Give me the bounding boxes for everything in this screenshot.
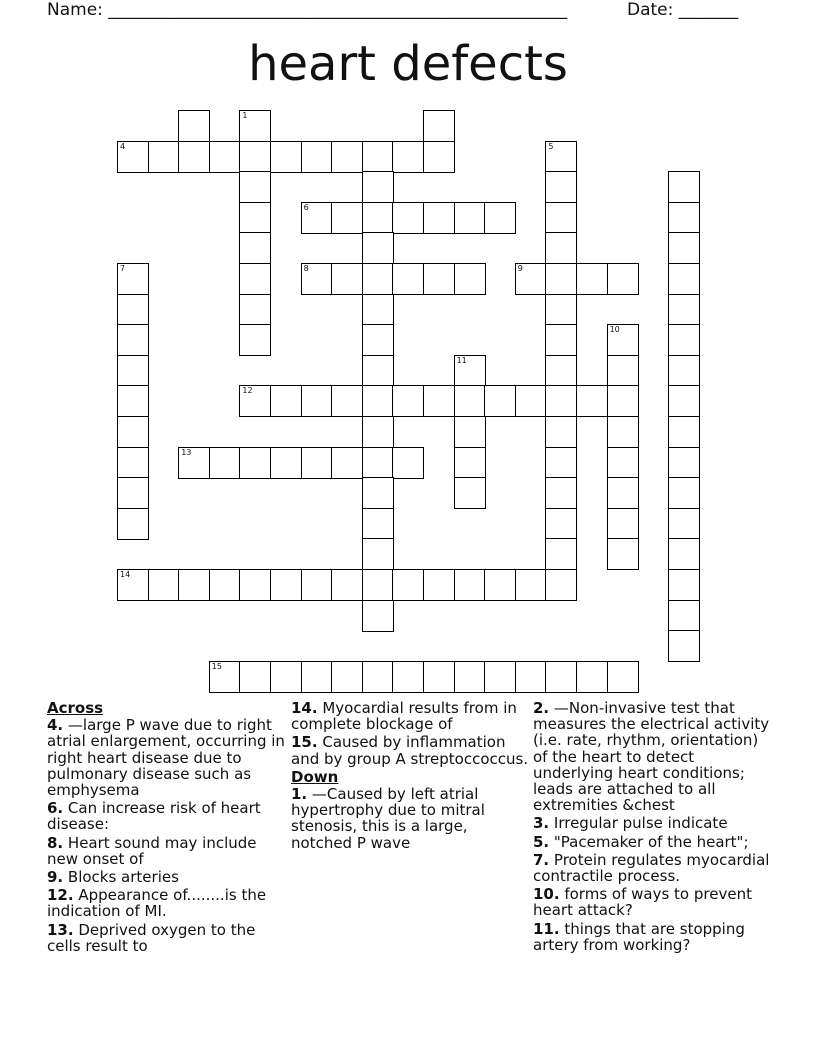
grid-cell[interactable] bbox=[331, 385, 363, 417]
grid-cell[interactable] bbox=[454, 416, 486, 448]
grid-cell[interactable] bbox=[392, 141, 424, 173]
grid-cell[interactable] bbox=[362, 385, 394, 417]
grid-cell[interactable] bbox=[301, 263, 333, 295]
grid-cell[interactable] bbox=[209, 569, 241, 601]
grid-cell[interactable] bbox=[454, 385, 486, 417]
grid-cell[interactable] bbox=[392, 385, 424, 417]
grid-cell[interactable] bbox=[117, 324, 149, 356]
grid-cell[interactable] bbox=[239, 171, 271, 203]
clues-column-3 bbox=[533, 700, 773, 955]
grid-cell[interactable] bbox=[117, 569, 149, 601]
grid-cell[interactable] bbox=[362, 477, 394, 509]
grid-cell[interactable] bbox=[362, 600, 394, 632]
down-clue-1: 1. —Caused by left atrial hypertrophy due to mitral stenosis, this is a large, notched P wave bbox=[291, 785, 485, 852]
grid-cell[interactable] bbox=[239, 110, 271, 142]
grid-cell[interactable] bbox=[239, 263, 271, 295]
grid-cell[interactable] bbox=[454, 263, 486, 295]
grid-cell[interactable] bbox=[392, 661, 424, 693]
down-clue-10: 10. forms of ways to prevent heart attack? bbox=[533, 885, 752, 920]
across-heading: Across bbox=[47, 699, 104, 717]
grid-cell[interactable] bbox=[607, 661, 639, 693]
grid-cell[interactable] bbox=[117, 416, 149, 448]
grid-cell[interactable] bbox=[362, 324, 394, 356]
clue-number: 12 bbox=[242, 386, 253, 396]
grid-cell[interactable] bbox=[668, 355, 700, 387]
grid-cell[interactable] bbox=[545, 538, 577, 570]
grid-cell[interactable] bbox=[515, 569, 547, 601]
grid-cell[interactable] bbox=[209, 141, 241, 173]
grid-cell[interactable] bbox=[362, 141, 394, 173]
grid-cell[interactable] bbox=[423, 202, 455, 234]
grid-cell[interactable] bbox=[239, 202, 271, 234]
page-title: heart defects bbox=[248, 36, 568, 92]
grid-cell[interactable] bbox=[331, 447, 363, 479]
grid-cell[interactable] bbox=[607, 324, 639, 356]
grid-cell[interactable] bbox=[301, 385, 333, 417]
grid-cell[interactable] bbox=[668, 202, 700, 234]
grid-cell[interactable] bbox=[362, 661, 394, 693]
grid-cell[interactable] bbox=[301, 569, 333, 601]
grid-cell[interactable] bbox=[423, 263, 455, 295]
grid-cell[interactable] bbox=[331, 569, 363, 601]
grid-cell[interactable] bbox=[239, 447, 271, 479]
grid-cell[interactable] bbox=[331, 263, 363, 295]
grid-cell[interactable] bbox=[270, 569, 302, 601]
grid-cell[interactable] bbox=[668, 630, 700, 662]
down-clue-11: 11. things that are stopping artery from working? bbox=[533, 919, 745, 954]
across-clue-9: 9. Blocks arteries bbox=[47, 868, 179, 887]
date-field: Date: _______ bbox=[627, 0, 739, 20]
grid-cell[interactable] bbox=[515, 263, 547, 295]
grid-cell[interactable] bbox=[423, 661, 455, 693]
grid-cell[interactable] bbox=[178, 141, 210, 173]
grid-cell[interactable] bbox=[607, 508, 639, 540]
grid-cell[interactable] bbox=[545, 661, 577, 693]
clue-number: 6 bbox=[303, 202, 309, 212]
grid-cell[interactable] bbox=[668, 569, 700, 601]
grid-cell[interactable] bbox=[362, 569, 394, 601]
grid-cell[interactable] bbox=[668, 171, 700, 203]
grid-cell[interactable] bbox=[545, 232, 577, 264]
grid-cell[interactable] bbox=[423, 385, 455, 417]
down-clue-5: 5. "Pacemaker of the heart"; bbox=[533, 832, 749, 851]
grid-cell[interactable] bbox=[148, 141, 180, 173]
grid-cell[interactable] bbox=[454, 477, 486, 509]
down-clue-2: 2. —Non-invasive test that measures the electrical activity (i.e. rate, rhythm, orientation) of the heart to detect underlying heart conditions; leads are attached to all extremities &chest bbox=[533, 699, 770, 815]
grid-cell[interactable] bbox=[545, 416, 577, 448]
name-field: Name: ______________________________________________________ bbox=[47, 0, 568, 20]
across-clue-13: 13. Deprived oxygen to the cells result to bbox=[47, 920, 256, 955]
grid-cell[interactable] bbox=[178, 110, 210, 142]
grid-cell[interactable] bbox=[362, 508, 394, 540]
grid-cell[interactable] bbox=[301, 202, 333, 234]
grid-cell[interactable] bbox=[515, 385, 547, 417]
grid-cell[interactable] bbox=[454, 569, 486, 601]
grid-cell[interactable] bbox=[239, 294, 271, 326]
grid-cell[interactable] bbox=[117, 447, 149, 479]
grid-cell[interactable] bbox=[607, 263, 639, 295]
down-heading: Down bbox=[291, 767, 339, 786]
grid-cell[interactable] bbox=[270, 141, 302, 173]
clue-number: 1 bbox=[242, 111, 248, 120]
down-clue-3: 3. Irregular pulse indicate bbox=[533, 814, 728, 833]
grid-cell[interactable] bbox=[270, 661, 302, 693]
clue-number: 8 bbox=[303, 264, 309, 273]
grid-cell[interactable] bbox=[178, 447, 210, 479]
grid-cell[interactable] bbox=[362, 416, 394, 448]
grid-cell[interactable] bbox=[454, 447, 486, 479]
grid-cell[interactable] bbox=[515, 661, 547, 693]
grid-cell[interactable] bbox=[117, 508, 149, 540]
grid-cell[interactable] bbox=[668, 447, 700, 479]
grid-cell[interactable] bbox=[668, 294, 700, 326]
grid-cell[interactable] bbox=[576, 385, 608, 417]
grid-cell[interactable] bbox=[607, 355, 639, 387]
grid-cell[interactable] bbox=[270, 447, 302, 479]
grid-cell[interactable] bbox=[545, 385, 577, 417]
grid-cell[interactable] bbox=[545, 355, 577, 387]
grid-cell[interactable] bbox=[117, 294, 149, 326]
grid-cell[interactable] bbox=[545, 263, 577, 295]
grid-cell[interactable] bbox=[362, 171, 394, 203]
clue-number: 14 bbox=[120, 570, 131, 579]
grid-cell[interactable] bbox=[423, 110, 455, 142]
grid-cell[interactable] bbox=[331, 661, 363, 693]
grid-cell[interactable] bbox=[117, 355, 149, 387]
grid-cell[interactable] bbox=[362, 294, 394, 326]
grid-cell[interactable] bbox=[607, 416, 639, 448]
grid-cell[interactable] bbox=[239, 324, 271, 356]
clue-number: 11 bbox=[456, 355, 467, 365]
grid-cell[interactable] bbox=[545, 294, 577, 326]
across-clue-4: 4. —large P wave due to right atrial enlargement, occurring in right heart disease due to pulmonary disease such as emphysema bbox=[47, 716, 285, 800]
grid-cell[interactable] bbox=[392, 569, 424, 601]
grid-cell[interactable] bbox=[484, 202, 516, 234]
grid-cell[interactable] bbox=[668, 416, 700, 448]
grid-cell[interactable] bbox=[239, 385, 271, 417]
grid-cell[interactable] bbox=[301, 141, 333, 173]
grid-cell[interactable] bbox=[239, 569, 271, 601]
grid-cell[interactable] bbox=[423, 141, 455, 173]
grid-cell[interactable] bbox=[607, 477, 639, 509]
grid-cell[interactable] bbox=[392, 202, 424, 234]
grid-cell[interactable] bbox=[668, 263, 700, 295]
grid-cell[interactable] bbox=[301, 447, 333, 479]
grid-cell[interactable] bbox=[607, 447, 639, 479]
clue-number: 15 bbox=[211, 661, 222, 671]
across-clue-14: 14. Myocardial results from in complete blockage of bbox=[291, 699, 517, 734]
grid-cell[interactable] bbox=[668, 232, 700, 264]
grid-cell[interactable] bbox=[576, 661, 608, 693]
grid-cell[interactable] bbox=[576, 263, 608, 295]
grid-cell[interactable] bbox=[484, 385, 516, 417]
grid-cell[interactable] bbox=[545, 141, 577, 173]
grid-cell[interactable] bbox=[117, 385, 149, 417]
grid-cell[interactable] bbox=[423, 569, 455, 601]
grid-cell[interactable] bbox=[117, 477, 149, 509]
grid-cell[interactable] bbox=[668, 385, 700, 417]
grid-cell[interactable] bbox=[362, 202, 394, 234]
grid-cell[interactable] bbox=[148, 569, 180, 601]
grid-cell[interactable] bbox=[362, 263, 394, 295]
grid-cell[interactable] bbox=[362, 538, 394, 570]
across-clue-8: 8. Heart sound may include new onset of bbox=[47, 833, 257, 868]
grid-cell[interactable] bbox=[117, 263, 149, 295]
grid-cell[interactable] bbox=[392, 447, 424, 479]
grid-cell[interactable] bbox=[178, 569, 210, 601]
grid-cell[interactable] bbox=[668, 477, 700, 509]
grid-cell[interactable] bbox=[362, 447, 394, 479]
grid-cell[interactable] bbox=[607, 538, 639, 570]
grid-cell[interactable] bbox=[545, 447, 577, 479]
across-clue-15: 15. Caused by inflammation and by group A streptoccoccus. bbox=[291, 733, 529, 768]
grid-cell[interactable] bbox=[392, 263, 424, 295]
clues-column-1 bbox=[47, 700, 287, 956]
clue-number: 4 bbox=[120, 141, 126, 151]
grid-cell[interactable] bbox=[484, 569, 516, 601]
clue-number: 5 bbox=[548, 141, 554, 151]
clues-column-2 bbox=[291, 700, 531, 853]
grid-cell[interactable] bbox=[668, 600, 700, 632]
clue-number: 9 bbox=[517, 264, 523, 273]
grid-cell[interactable] bbox=[239, 661, 271, 693]
across-clue-6: 6. Can increase risk of heart disease: bbox=[47, 799, 261, 834]
down-clue-7: 7. Protein regulates myocardial contractile process. bbox=[533, 850, 770, 886]
grid-cell[interactable] bbox=[209, 447, 241, 479]
grid-cell[interactable] bbox=[454, 202, 486, 234]
grid-cell[interactable] bbox=[239, 232, 271, 264]
grid-cell[interactable] bbox=[331, 202, 363, 234]
grid-cell[interactable] bbox=[270, 385, 302, 417]
grid-cell[interactable] bbox=[362, 232, 394, 264]
grid-cell[interactable] bbox=[545, 508, 577, 540]
grid-cell[interactable] bbox=[545, 477, 577, 509]
grid-cell[interactable] bbox=[454, 661, 486, 693]
grid-cell[interactable] bbox=[545, 171, 577, 203]
grid-cell[interactable] bbox=[362, 355, 394, 387]
grid-cell[interactable] bbox=[545, 202, 577, 234]
across-clue-12: 12. Appearance of........is the indication of MI. bbox=[47, 886, 267, 921]
grid-cell[interactable] bbox=[117, 141, 149, 173]
grid-cell[interactable] bbox=[484, 661, 516, 693]
grid-cell[interactable] bbox=[545, 569, 577, 601]
grid-cell[interactable] bbox=[545, 324, 577, 356]
grid-cell[interactable] bbox=[668, 538, 700, 570]
grid-cell[interactable] bbox=[239, 141, 271, 173]
grid-cell[interactable] bbox=[454, 355, 486, 387]
clue-number: 7 bbox=[120, 264, 126, 273]
clue-number: 13 bbox=[181, 447, 192, 457]
grid-cell[interactable] bbox=[607, 385, 639, 417]
grid-cell[interactable] bbox=[209, 661, 241, 693]
grid-cell[interactable] bbox=[301, 661, 333, 693]
grid-cell[interactable] bbox=[668, 508, 700, 540]
grid-cell[interactable] bbox=[668, 324, 700, 356]
grid-cell[interactable] bbox=[331, 141, 363, 173]
clue-number: 10 bbox=[609, 325, 620, 335]
